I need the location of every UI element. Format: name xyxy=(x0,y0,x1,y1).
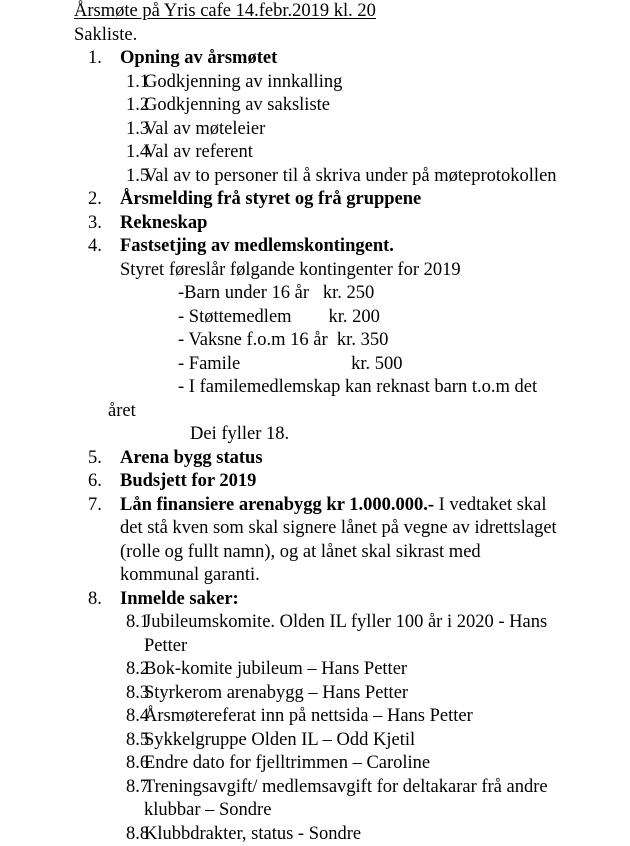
agenda-subitem-8-7-number: 8.7 xyxy=(126,776,156,800)
agenda-subitem-8-3-text: Styrkerom arenabygg – Hans Petter xyxy=(144,682,560,706)
agenda-subitem-8-1-number: 8.1 xyxy=(126,611,156,635)
membership-fee-note-line-1: - I familemedlemskap kan reknast barn t.o.m det xyxy=(0,376,630,400)
document-title: Årsmøte på Yris cafe 14.febr.2019 kl. 20 xyxy=(74,0,376,24)
membership-fee-row-4: - Famile kr. 500 xyxy=(0,353,630,377)
agenda-subitem-8-6-number: 8.6 xyxy=(126,752,156,776)
agenda-item-4-number: 4. xyxy=(88,235,116,259)
agenda-subitem-1-2 xyxy=(0,94,630,118)
membership-fee-intro: Styret føreslår følgande kontingenter for 2019 xyxy=(0,259,630,283)
agenda-subitem-8-4-text: Årsmøtereferat inn på nettsida – Hans Petter xyxy=(144,705,560,729)
agenda-subitem-1-1-text: Godkjenning av innkalling xyxy=(144,71,560,95)
agenda-subitem-1-4-number: 1.4 xyxy=(126,141,156,165)
agenda-subitem-8-6-text: Endre dato for fjelltrimmen – Caroline xyxy=(144,752,560,776)
agenda-subitem-1-1-number: 1.1 xyxy=(126,71,156,95)
agenda-item-3-body xyxy=(120,212,630,236)
agenda-item-2 xyxy=(0,188,630,212)
agenda-item-8 xyxy=(0,588,630,612)
agenda-subitem-1-4 xyxy=(0,141,630,165)
agenda-item-7 xyxy=(0,494,630,588)
agenda-item-5-body xyxy=(120,447,630,471)
agenda-item-6-body xyxy=(120,470,630,494)
agenda-subitem-1-1 xyxy=(0,71,630,95)
agenda-subitem-1-5-number: 1.5 xyxy=(126,165,156,189)
agenda-item-2-number: 2. xyxy=(88,188,116,212)
agenda-subitem-8-7-text: Treningsavgift/ medlemsavgift for deltakarar frå andre klubbar – Sondre xyxy=(144,776,560,823)
agenda-label: Sakliste. xyxy=(74,24,137,48)
agenda-subitem-8-2-number: 8.2 xyxy=(126,658,156,682)
agenda-subitem-1-3-number: 1.3 xyxy=(126,118,156,142)
agenda-item-5 xyxy=(0,447,630,471)
agenda-item-6-heading: Budsjett for 2019 xyxy=(120,471,256,491)
agenda-subitem-8-7 xyxy=(0,776,630,823)
membership-fee-row-2: - Støttemedlem kr. 200 xyxy=(0,306,630,330)
agenda-subitem-1-3 xyxy=(0,118,630,142)
agenda-subitem-8-3 xyxy=(0,682,630,706)
agenda-subitem-1-5 xyxy=(0,165,630,189)
agenda-subitem-8-4-number: 8.4 xyxy=(126,705,156,729)
membership-fee-note-line-3: Dei fyller 18. xyxy=(0,423,630,447)
agenda-item-6-number: 6. xyxy=(88,470,116,494)
agenda-subitem-8-5-number: 8.5 xyxy=(126,729,156,753)
agenda-item-1-body xyxy=(120,47,630,71)
agenda-item-2-body xyxy=(120,188,630,212)
agenda-item-4 xyxy=(0,235,630,259)
agenda-subitem-8-2 xyxy=(0,658,630,682)
membership-fee-row-3: - Vaksne f.o.m 16 år kr. 350 xyxy=(0,329,630,353)
agenda-item-6 xyxy=(0,470,630,494)
agenda-subitem-8-8-number: 8.8 xyxy=(126,823,156,846)
agenda-subitem-8-3-number: 8.3 xyxy=(126,682,156,706)
agenda-subitem-8-4 xyxy=(0,705,630,729)
agenda-item-4-body xyxy=(120,235,630,259)
agenda-subitem-1-2-text: Godkjenning av saksliste xyxy=(144,94,560,118)
agenda-item-7-detail: I vedtaket skal det stå kven som skal signere lånet på vegne av idrettslaget (rolle og fullt namn), og at lånet skal sikrast med kommunal garanti. xyxy=(120,495,557,586)
agenda-item-3-number: 3. xyxy=(88,212,116,236)
agenda-item-8-heading: Inmelde saker: xyxy=(120,589,239,609)
agenda-subitem-1-4-text: Val av referent xyxy=(144,141,560,165)
agenda-item-7-body xyxy=(120,494,560,588)
agenda-item-1-heading: Opning av årsmøtet xyxy=(120,48,277,68)
agenda-item-1 xyxy=(0,47,630,71)
agenda-subitem-8-2-text: Bok-komite jubileum – Hans Petter xyxy=(144,658,560,682)
agenda-subitem-8-8 xyxy=(0,823,630,846)
agenda-item-7-number: 7. xyxy=(88,494,116,518)
agenda-item-3-heading: Rekneskap xyxy=(120,213,207,233)
agenda-item-7-heading: Lån finansiere arenabygg kr 1.000.000.- xyxy=(120,495,434,515)
agenda-item-1-number: 1. xyxy=(88,47,116,71)
agenda-subitem-8-5-text: Sykkelgruppe Olden IL – Odd Kjetil xyxy=(144,729,560,753)
agenda-item-5-number: 5. xyxy=(88,447,116,471)
agenda-subitem-1-2-number: 1.2 xyxy=(126,94,156,118)
agenda-item-5-heading: Arena bygg status xyxy=(120,448,263,468)
agenda-subitem-8-8-text: Klubbdrakter, status - Sondre xyxy=(144,823,560,846)
agenda-item-8-number: 8. xyxy=(88,588,116,612)
agenda-subitem-8-6 xyxy=(0,752,630,776)
agenda-subitem-1-5-text: Val av to personer til å skriva under på møteprotokollen xyxy=(144,165,560,189)
agenda-item-4-heading: Fastsetjing av medlemskontingent. xyxy=(120,236,394,256)
agenda-list xyxy=(0,47,630,846)
agenda-subitem-8-5 xyxy=(0,729,630,753)
agenda-item-8-body xyxy=(120,588,630,612)
agenda-subitem-8-1-text: Jubileumskomite. Olden IL fyller 100 år i 2020 - Hans Petter xyxy=(144,611,560,658)
membership-fee-note-line-2: året xyxy=(0,400,630,424)
membership-fee-row-1: -Barn under 16 år kr. 250 xyxy=(0,282,630,306)
agenda-subitem-1-3-text: Val av møteleier xyxy=(144,118,560,142)
agenda-subitem-8-1 xyxy=(0,611,630,658)
agenda-item-3 xyxy=(0,212,630,236)
agenda-item-2-heading: Årsmelding frå styret og frå gruppene xyxy=(120,189,421,209)
